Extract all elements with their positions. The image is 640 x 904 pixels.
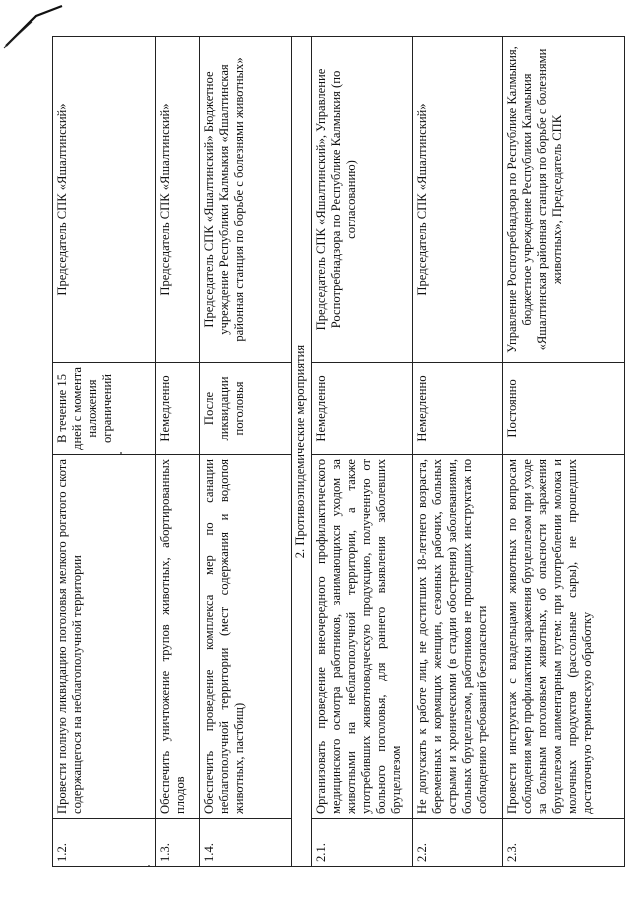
responsible-text: Председатель СПК «Яшалтинский» <box>156 37 200 363</box>
table-row <box>53 37 156 867</box>
term-text: Постоянно <box>503 363 625 455</box>
measure-text: Организовать проведение внеочередного профилактического медицинского осмотра работников, занимающихся уходом за животными на неблагополучной территории, а также употребивших животноводческую продукцию, полученную от больного поголовья, для раннего выявления заболевших бруцеллезом <box>312 455 413 819</box>
table-row <box>413 37 503 867</box>
rotated-table-container <box>52 37 624 867</box>
measure-text: Обеспечить проведение комплекса мер по санации неблагополучной территории (мест содержания и водопоя животных, пастбищ) <box>200 455 292 819</box>
responsible-text: Председатель СПК «Яшалтинский» <box>413 37 503 363</box>
section-header-row <box>292 37 312 867</box>
responsible-text: Председатель СПК «Яшалтинский» Бюджетное учреждение Республики Калмыкия «Яшалтинская районная станция по борьбе с болезнями животных» <box>200 37 292 363</box>
measure-text: Обеспечить уничтожение трупов животных, абортированных плодов <box>156 455 200 819</box>
term-text: Немедленно <box>413 363 503 455</box>
responsible-text: Председатель СПК «Яшалтинский» <box>53 37 156 363</box>
responsible-text: Председатель СПК «Яшалтинский», Управление Роспотребнадзора по Республике Калмыкия (по согласованию) <box>312 37 413 363</box>
row-number: 2.1. <box>312 819 413 867</box>
row-number: 2.2. <box>413 819 503 867</box>
table-row <box>200 37 292 867</box>
term-text: Немедленно <box>312 363 413 455</box>
measure-text: Провести инструктаж с владельцами животных по вопросам соблюдения мер профилактики заражения бруцеллезом при уходе за больным поголовьем животных, об опасности заражения бруцеллезом алиментарным путем: при употреблении молока и молочных продуктов (рассольные сыры), не прошедших достаточную термическую обработку <box>503 455 625 819</box>
row-number: 2.3. <box>503 819 625 867</box>
table-row <box>156 37 200 867</box>
row-number: 1.4. <box>200 819 292 867</box>
table-row <box>312 37 413 867</box>
term-text: Немедленно <box>156 363 200 455</box>
row-number: 1.2. <box>53 819 156 867</box>
row-number: 1.3. <box>156 819 200 867</box>
term-text: В течение 15 дней с момента наложения ограничений <box>53 363 156 455</box>
measure-text: Не допускать к работе лиц, не достигших 18-летнего возраста, беременных и кормящих женщин, сезонных рабочих, больных острыми и хроническими (в стадии обострения) заболеваниями, больных бруцеллезом, работников не прошедших инструктаж по соблюдению требований безопасности <box>413 455 503 819</box>
term-text: После ликвидации поголовья <box>200 363 292 455</box>
table-row <box>503 37 625 867</box>
section-title: 2. Противоэпидемические мероприятия <box>292 37 312 867</box>
measures-table <box>52 36 625 867</box>
measure-text: Провести полную ликвидацию поголовья мелкого рогатого скота содержащегося на неблагополучной территории <box>53 455 156 819</box>
responsible-text: Управление Роспотребнадзора по Республике Калмыкия, бюджетное учреждение Республики Калмыкия «Яшалтинская районная станция по борьбе с болезнями животных», Председатель СПК <box>503 37 625 363</box>
